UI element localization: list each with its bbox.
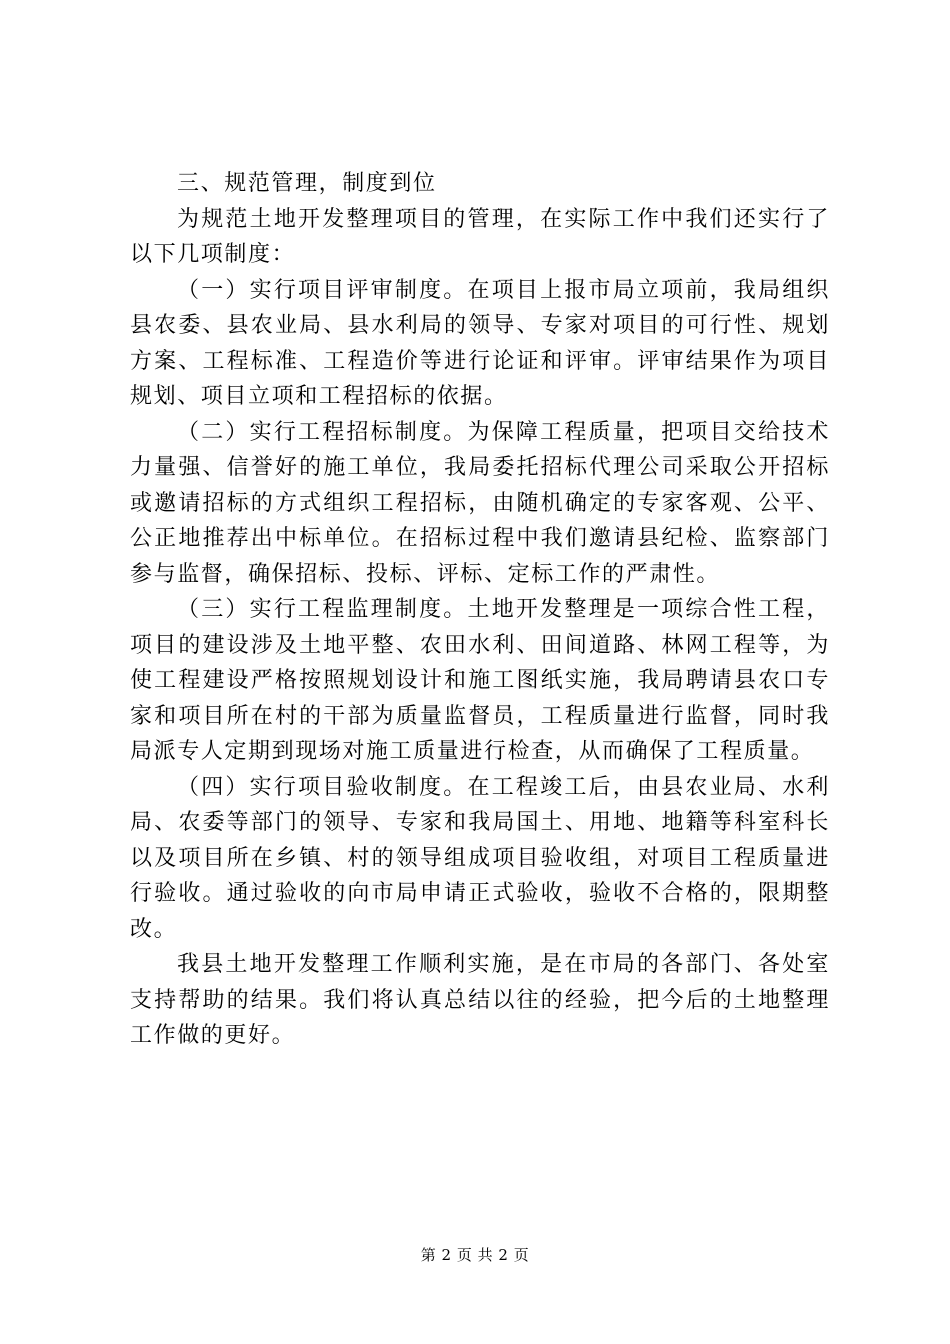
paragraph-bidding: （二）实行工程招标制度。为保障工程质量，把项目交给技术力量强、信誉好的施工单位，我局委托招标代理公司采取公开招标或邀请招标的方式组织工程招标，由随机确定的专家客观、公平、公正地推荐出中标单位。在招标过程中我们邀请县纪检、监察部门参与监督，确保招标、投标、评标、定标工作的严肃性。 — [130, 419, 830, 587]
paragraph-project-review: （一）实行项目评审制度。在项目上报市局立项前，我局组织县农委、县农业局、县水利局的领导、专家对项目的可行性、规划方案、工程标准、工程造价等进行论证和评审。评审结果作为项目规划、项目立项和工程招标的依据。 — [130, 277, 830, 409]
document-body — [130, 166, 830, 1054]
section-heading: 三、规范管理，制度到位 — [177, 171, 437, 196]
intro-paragraph: 为规范土地开发整理项目的管理，在实际工作中我们还实行了以下几项制度： — [130, 206, 830, 267]
closing-paragraph: 我县土地开发整理工作顺利实施，是在市局的各部门、各处室支持帮助的结果。我们将认真总结以往的经验，把今后的土地整理工作做的更好。 — [130, 952, 830, 1048]
paragraph-supervision: （三）实行工程监理制度。土地开发整理是一项综合性工程，项目的建设涉及土地平整、农田水利、田间道路、林网工程等，为使工程建设严格按照规划设计和施工图纸实施，我局聘请县农口专家和项目所在村的干部为质量监督员，工程质量进行监督，同时我局派专人定期到现场对施工质量进行检查，从而确保了工程质量。 — [130, 597, 830, 764]
page-number-footer: 第 2 页 共 2 页 — [420, 1246, 530, 1264]
paragraph-acceptance: （四）实行项目验收制度。在工程竣工后，由县农业局、水利局、农委等部门的领导、专家和我局国土、用地、地籍等科室科长以及项目所在乡镇、村的领导组成项目验收组，对项目工程质量进行验收。通过验收的向市局申请正式验收，验收不合格的，限期整改。 — [130, 774, 830, 942]
